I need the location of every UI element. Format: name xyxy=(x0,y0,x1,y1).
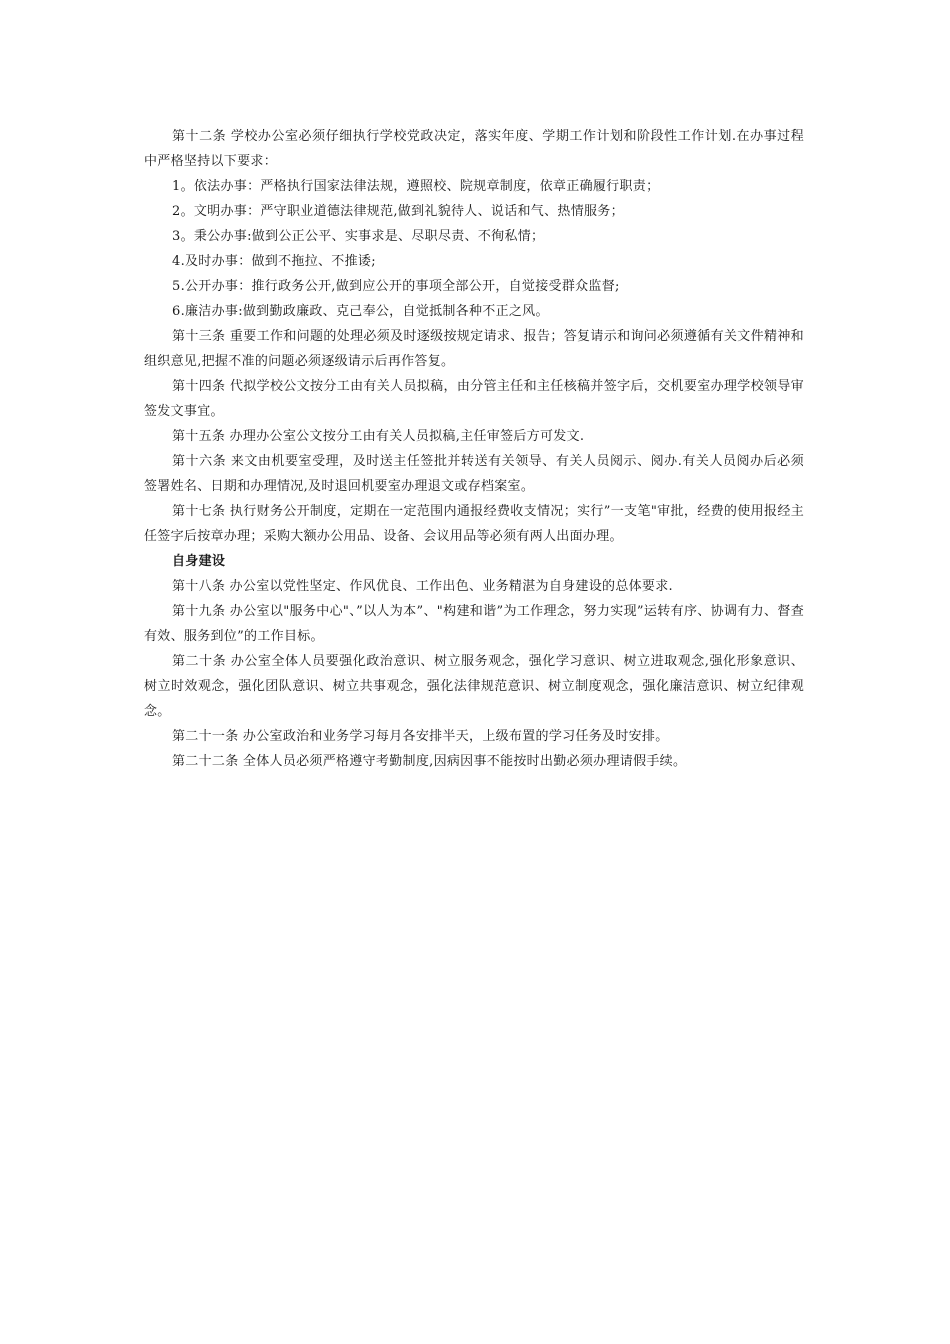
article-18: 第十八条 办公室以党性坚定、作风优良、工作出色、业务精湛为自身建设的总体要求. xyxy=(172,579,673,594)
requirement-3: 3。秉公办事:做到公正公平、实事求是、尽职尽责、不徇私情； xyxy=(172,229,545,244)
article-15: 第十五条 办理办公室公文按分工由有关人员拟稿,主任审签后方可发文. xyxy=(172,429,585,444)
requirement-5: 5.公开办事：推行政务公开,做到应公开的事项全部公开，自觉接受群众监督; xyxy=(172,279,620,294)
requirement-2: 2。文明办事：严守职业道德法律规范,做到礼貌待人、说话和气、热情服务； xyxy=(172,204,624,219)
section-heading: 自身建设 xyxy=(172,554,226,569)
requirement-4: 4.及时办事：做到不拖拉、不推诿; xyxy=(172,254,376,269)
document-body xyxy=(144,124,804,774)
article-13: 第十三条 重要工作和问题的处理必须及时逐级按规定请求、报告；答复请示和询问必须遵循有关文件精神和组织意见,把握不准的问题必须逐级请示后再作答复。 xyxy=(144,329,804,369)
article-14: 第十四条 代拟学校公文按分工由有关人员拟稿，由分管主任和主任核稿并签字后，交机要室办理学校领导审签发文事宜。 xyxy=(144,379,804,419)
article-20: 第二十条 办公室全体人员要强化政治意识、树立服务观念，强化学习意识、树立进取观念,强化形象意识、树立时效观念，强化团队意识、树立共事观念，强化法律规范意识、树立制度观念，强化廉洁意识、树立纪律观念。 xyxy=(144,654,804,719)
article-19: 第十九条 办公室以"服务中心"、”以人为本”、"构建和谐”为工作理念，努力实现”运转有序、协调有力、督查有效、服务到位”的工作目标。 xyxy=(144,604,804,644)
article-16: 第十六条 来文由机要室受理，及时送主任签批并转送有关领导、有关人员阅示、阅办.有关人员阅办后必须签署姓名、日期和办理情况,及时退回机要室办理退文或存档案室。 xyxy=(144,454,804,494)
article-12: 第十二条 学校办公室必须仔细执行学校党政决定，落实年度、学期工作计划和阶段性工作计划.在办事过程中严格坚持以下要求： xyxy=(144,129,804,169)
article-22: 第二十二条 全体人员必须严格遵守考勤制度,因病因事不能按时出勤必须办理请假手续。 xyxy=(172,754,687,769)
requirement-6: 6.廉洁办事:做到勤政廉政、克己奉公，自觉抵制各种不正之风。 xyxy=(172,304,549,319)
requirement-1: 1。依法办事：严格执行国家法律法规，遵照校、院规章制度，依章正确履行职责； xyxy=(172,179,660,194)
article-21: 第二十一条 办公室政治和业务学习每月各安排半天，上级布置的学习任务及时安排。 xyxy=(172,729,669,744)
article-17: 第十七条 执行财务公开制度，定期在一定范围内通报经费收支情况；实行”一支笔"审批，经费的使用报经主任签字后按章办理；采购大额办公用品、设备、会议用品等必须有两人出面办理。 xyxy=(144,504,804,544)
